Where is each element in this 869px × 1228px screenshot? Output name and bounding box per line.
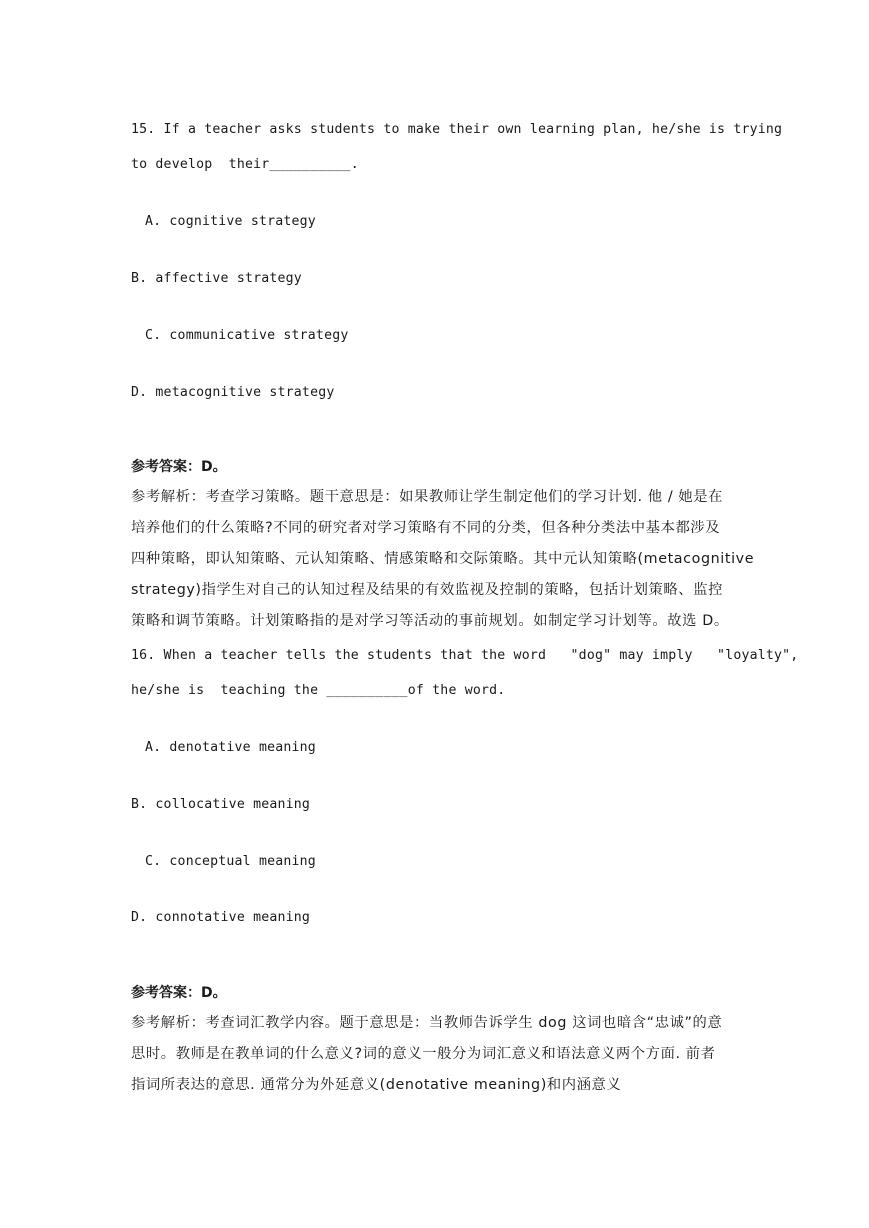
question-15-option-d: D. metacognitive strategy [131, 385, 335, 400]
question-15-answer: 参考答案：D。 [131, 459, 227, 475]
question-15-explanation-line-4: strategy)指学生对自己的认知过程及结果的有效监视及控制的策略，包括计划策略、监控 [131, 582, 723, 598]
question-15-explanation-line-2: 培养他们的什么策略?不同的研究者对学习策略有不同的分类，但各种分类法中基本都涉及 [131, 520, 721, 536]
question-15-stem-line-2: to develop their__________. [131, 157, 359, 172]
question-16-option-c: C. conceptual meaning [145, 854, 316, 869]
question-15-explanation-line-1: 参考解析：考查学习策略。题干意思是：如果教师让学生制定他们的学习计划. 他 / 她是在 [131, 489, 724, 505]
question-16-explanation-line-2: 思时。教师是在教单词的什么意义?词的意义一般分为词汇意义和语法意义两个方面. 前者 [131, 1046, 716, 1062]
question-16-answer: 参考答案：D。 [131, 985, 227, 1001]
question-15-stem-line-1: 15. If a teacher asks students to make their own learning plan, he/she is trying [131, 122, 783, 137]
question-15-option-a: A. cognitive strategy [145, 214, 316, 229]
question-16-option-d: D. connotative meaning [131, 910, 311, 925]
question-16-stem-line-1: 16. When a teacher tells the students that the word "dog" may imply "loyalty", [131, 648, 799, 663]
question-15-option-b: B. affective strategy [131, 271, 302, 286]
question-16-explanation-line-1: 参考解析：考查词汇教学内容。题于意思是：当教师告诉学生 dog 这词也暗含“忠诚”的意 [131, 1015, 723, 1031]
question-15-explanation-line-5: 策略和调节策略。计划策略指的是对学习等活动的事前规划。如制定学习计划等。故选 D。 [131, 613, 729, 629]
question-16-stem-line-2: he/she is teaching the __________of the word. [131, 683, 506, 698]
question-15-explanation-line-3: 四种策略，即认知策略、元认知策略、情感策略和交际策略。其中元认知策略(metacognitive [131, 551, 755, 567]
question-16-explanation-line-3: 指词所表达的意思. 通常分为外延意义(denotative meaning)和内涵意义 [131, 1077, 622, 1093]
question-15-option-c: C. communicative strategy [145, 328, 349, 343]
question-16-option-a: A. denotative meaning [145, 740, 316, 755]
question-16-option-b: B. collocative meaning [131, 797, 311, 812]
